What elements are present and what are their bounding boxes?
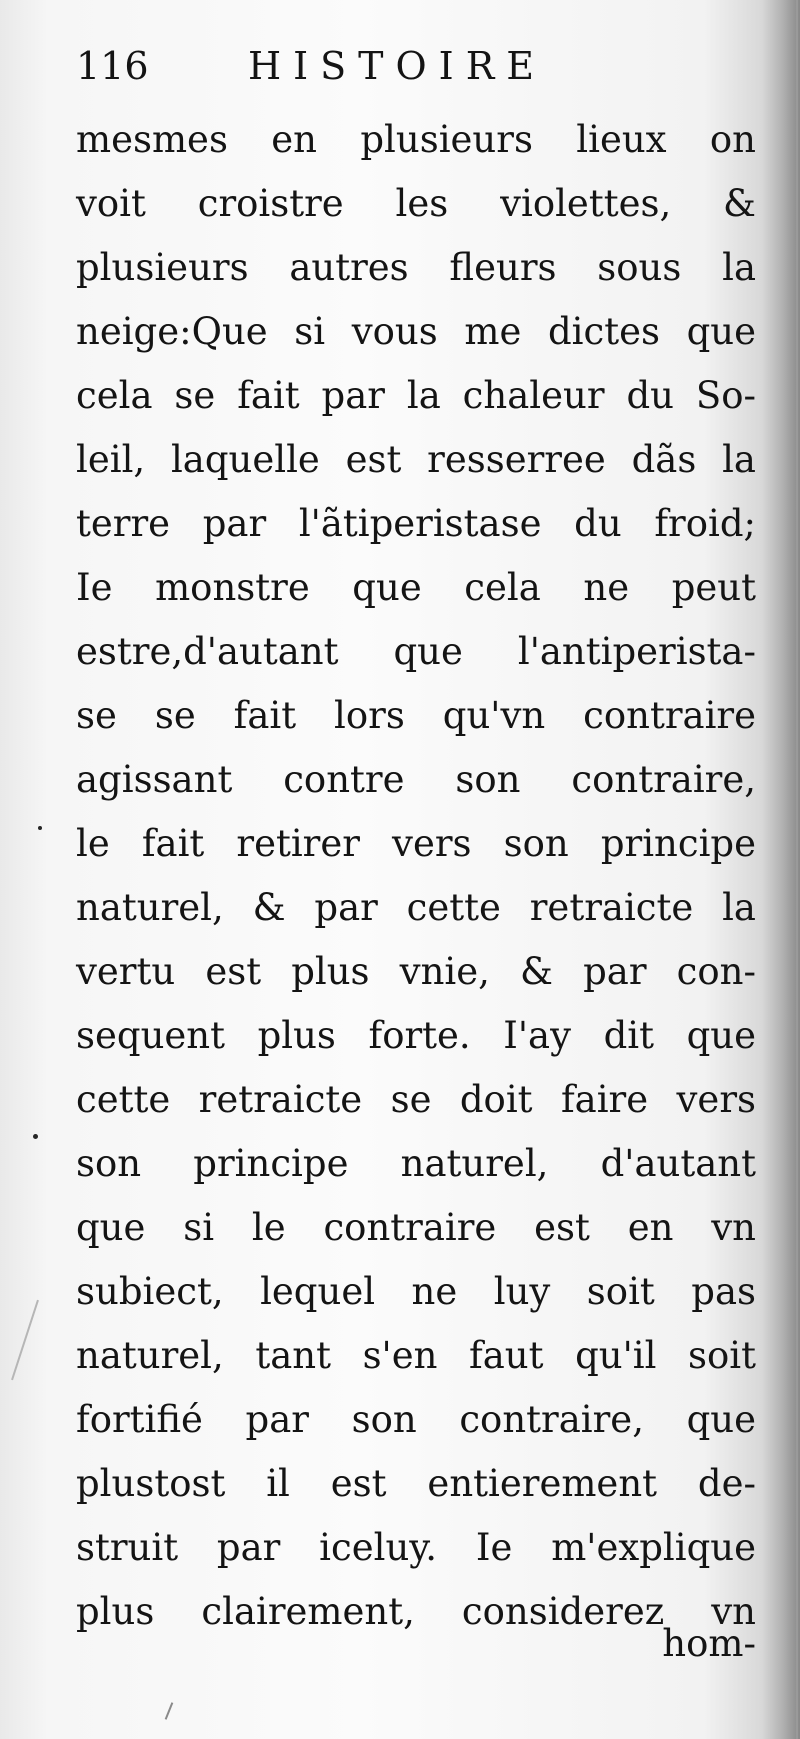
text-line: plusieurs autres fleurs sous la — [76, 246, 756, 289]
body-text — [76, 108, 756, 1644]
text-line: struit par iceluy. Ie m'explique — [76, 1526, 756, 1569]
text-line: plustost il est entierement de- — [76, 1462, 756, 1505]
margin-ink-dot — [38, 826, 42, 830]
page-edge — [796, 0, 798, 1739]
margin-ink-dot — [33, 1134, 38, 1139]
text-line: mesmes en plusieurs lieux on — [76, 118, 756, 161]
text-line: terre par l'ãtiperistase du froid; — [76, 502, 756, 545]
page-header — [76, 40, 636, 92]
text-line: naturel, & par cette retraicte la — [76, 886, 756, 929]
text-line: voit croistre les violettes, & — [76, 182, 756, 225]
text-line: Ie monstre que cela ne peut — [76, 566, 756, 609]
catchword: hom- — [662, 1622, 756, 1665]
text-line: leil, laquelle est resserree dãs la — [76, 438, 756, 481]
running-title: HISTOIRE — [248, 44, 547, 88]
text-line: agissant contre son contraire, — [76, 758, 756, 801]
catchword-line — [76, 1612, 756, 1676]
text-line: sequent plus forte. I'ay dit que — [76, 1014, 756, 1057]
text-line: cela se fait par la chaleur du So- — [76, 374, 756, 417]
text-line: se se fait lors qu'vn contraire — [76, 694, 756, 737]
text-line: cette retraicte se doit faire vers — [76, 1078, 756, 1121]
margin-pen-stroke — [11, 1300, 39, 1381]
text-line: estre,d'autant que l'antiperista- — [76, 630, 756, 673]
bottom-pen-stroke — [165, 1702, 174, 1719]
text-line: subiect, lequel ne luy soit pas — [76, 1270, 756, 1313]
text-line: fortifié par son contraire, que — [76, 1398, 756, 1441]
text-line: neige:Que si vous me dictes que — [76, 310, 756, 353]
text-line: plus clairement, considerez vn — [76, 1590, 756, 1633]
text-line: vertu est plus vnie, & par con- — [76, 950, 756, 993]
page-gutter-shadow — [762, 0, 800, 1739]
text-line: le fait retirer vers son principe — [76, 822, 756, 865]
text-line: son principe naturel, d'autant — [76, 1142, 756, 1185]
text-line: naturel, tant s'en faut qu'il soit — [76, 1334, 756, 1377]
page-number: 116 — [76, 44, 149, 88]
text-line: que si le contraire est en vn — [76, 1206, 756, 1249]
